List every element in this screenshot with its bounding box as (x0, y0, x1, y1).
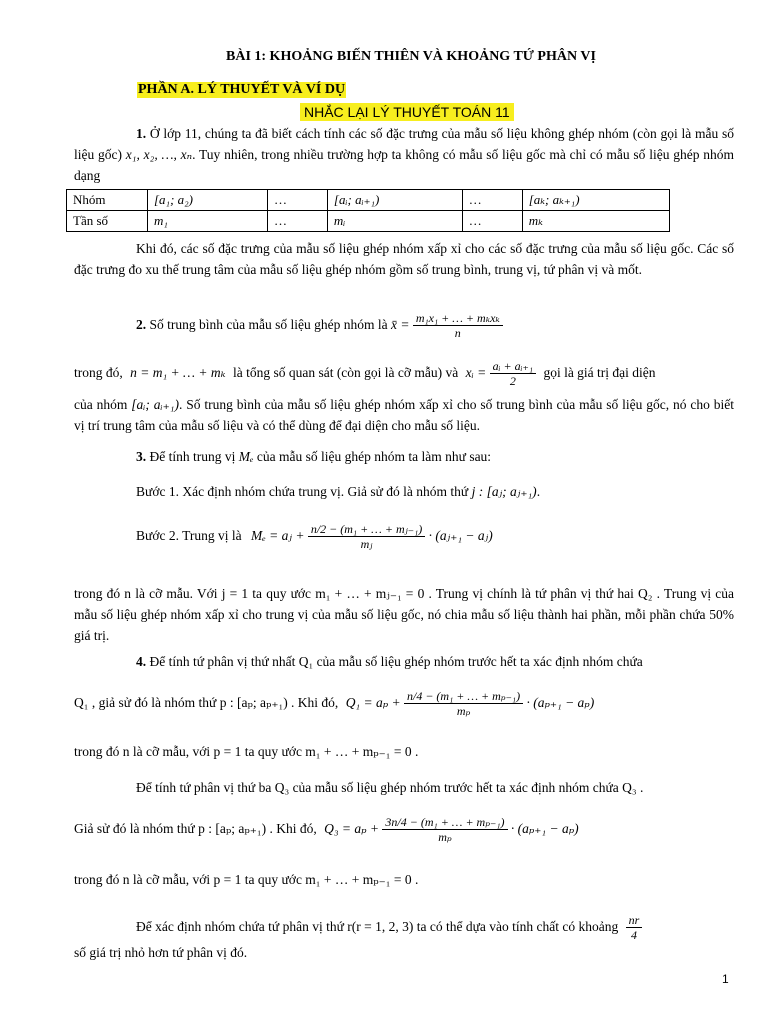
table-row-label: Nhóm (67, 190, 148, 211)
p2-trong-do: trong đó, (74, 365, 123, 380)
table-cell: … (462, 190, 522, 211)
item-number: 1. (136, 126, 147, 141)
p2-line1 (136, 310, 503, 340)
step1-group: j : [aⱼ; aⱼ₊₁) (471, 484, 537, 499)
table-cell: m₁ (148, 211, 268, 232)
xi-fraction (490, 359, 536, 388)
q1-equation: Q₁ = aₚ + (345, 695, 401, 710)
page-number: 1 (722, 972, 729, 986)
step1-end: . (536, 484, 541, 499)
median-denominator: mⱼ (360, 537, 373, 552)
p1-text-b: . Tuy nhiên, trong nhiều trường hợp ta không có mẫu số liệu gốc mà chỉ có mẫu số liệu ghép nhóm dạng (74, 147, 735, 183)
mean-symbol: x̄ = (390, 317, 410, 332)
median-equation: Mₑ = aⱼ + (250, 528, 305, 543)
p3-step1 (136, 484, 540, 500)
p2-mid-text: là tổng số quan sát (còn gọi là cỡ mẫu) và (232, 365, 459, 380)
median-tail: · (aⱼ₊₁ − aⱼ) (428, 528, 493, 543)
subsection-title: NHẮC LẠI LÝ THUYẾT TOÁN 11 (300, 103, 514, 121)
q3-denominator: mₚ (438, 830, 452, 845)
xi-denominator: 2 (509, 374, 516, 389)
p2-lead: Số trung bình của mẫu số liệu ghép nhóm là (146, 317, 391, 332)
item-number: 4. (136, 654, 147, 669)
nr-fraction (626, 913, 643, 942)
p3-after: trong đó n là cỡ mẫu. Với j = 1 ta quy ước m₁ + … + mⱼ₋₁ = 0 . Trung vị chính là tứ phân vị thứ hai Q₂ . Trung vị của mẫu số liệu ghép nhóm xấp xỉ cho trung vị của mẫu số liệu gốc, nó chia mẫu số liệu thành hai phần, mỗi phần chứa 50% giá trị. (74, 586, 734, 643)
p6-text: Để xác định nhóm chứa tứ phân vị thứ r(r = 1, 2, 3) ta có thể dựa vào tính chất có khoảng (136, 919, 619, 934)
table-cell: … (267, 211, 327, 232)
q1-fraction (404, 689, 523, 718)
p2-group: [aᵢ; aᵢ₊₁) (131, 397, 179, 412)
p6-line1 (136, 912, 642, 942)
mean-denominator: n (454, 326, 461, 341)
p2-end-text: gọi là giá trị đại diện (543, 365, 656, 380)
p4-text: Để tính tứ phân vị thứ nhất Q₁ của mẫu số liệu ghép nhóm trước hết ta xác định nhóm chứa (146, 654, 643, 669)
p2-line2 (74, 358, 656, 388)
table-cell: … (267, 190, 327, 211)
lesson-title: BÀI 1: KHOẢNG BIẾN THIÊN VÀ KHOẢNG TỨ PHÂN VỊ (226, 49, 596, 64)
p4-line2-text: Q₁ , giả sử đó là nhóm thứ p : [aₚ; aₚ₊₁) . Khi đó, (74, 695, 339, 710)
p3-step2 (136, 521, 493, 551)
table-cell: [aₖ; aₖ₊₁) (522, 190, 669, 211)
step1-text: Bước 1. Xác định nhóm chứa trung vị. Giả sử đó là nhóm thứ (136, 484, 472, 499)
table-cell: mₖ (522, 211, 669, 232)
p2-paragraph (74, 394, 734, 436)
p5-line2 (74, 814, 579, 844)
q3-fraction (382, 815, 507, 844)
nr-numerator: nr (626, 913, 643, 928)
p3-tail: của mẫu số liệu ghép nhóm ta làm như sau: (253, 449, 492, 464)
p4-line2 (74, 688, 594, 718)
paragraph-khi-do: Khi đó, các số đặc trưng của mẫu số liệu ghép nhóm xấp xỉ cho các số đặc trưng của mẫu số liệu gốc. Các số đặc trưng đo xu thế trung tâm của mẫu số liệu ghép nhóm gồm số trung bình, trung vị, tứ phân vị và mốt. (74, 241, 734, 277)
q1-denominator: mₚ (456, 704, 471, 719)
paragraph-1 (74, 123, 734, 186)
table-row (67, 190, 670, 211)
median-fraction (308, 522, 425, 551)
mean-numerator: m₁x₁ + … + mₖxₖ (413, 311, 503, 326)
p1-text-a: Ở lớp 11, chúng ta đã biết cách tính các số đặc trưng của mẫu số liệu không ghép nhóm (còn gọi là mẫu số liệu gốc) (74, 126, 734, 162)
n-equation: n = m₁ + … + mₖ (130, 365, 226, 380)
p1-sequence: x₁, x₂, …, xₙ (125, 147, 193, 162)
nr-denominator: 4 (630, 928, 637, 943)
p4-line1 (136, 654, 643, 670)
p2-line2a: của nhóm (74, 397, 132, 412)
table-cell: … (462, 211, 522, 232)
p6-line2: số giá trị nhỏ hơn tứ phân vị đó. (74, 945, 248, 960)
median-numerator: n/2 − (m₁ + … + mⱼ₋₁) (308, 522, 425, 537)
table-cell: [aᵢ; aᵢ₊₁) (327, 190, 462, 211)
table-cell: [a₁; a₂) (148, 190, 268, 211)
xi-equation: xᵢ = (465, 365, 487, 380)
table-cell: mᵢ (327, 211, 462, 232)
p5-after: trong đó n là cỡ mẫu, với p = 1 ta quy ước m₁ + … + mₚ₋₁ = 0 . (74, 872, 419, 887)
grouped-data-table (66, 189, 670, 232)
table-row-label: Tần số (67, 211, 148, 232)
p4-after: trong đó n là cỡ mẫu, với p = 1 ta quy ước m₁ + … + mₚ₋₁ = 0 . (74, 744, 419, 759)
section-title: PHẦN A. LÝ THUYẾT VÀ VÍ DỤ (138, 82, 346, 97)
step2-text: Bước 2. Trung vị là (136, 528, 242, 543)
xi-numerator: aᵢ + aᵢ₊₁ (490, 359, 536, 374)
q3-tail: · (aₚ₊₁ − aₚ) (510, 821, 579, 836)
median-symbol: Mₑ (238, 449, 254, 464)
p2-line2b: . Số trung bình của mẫu số liệu ghép nhóm xấp xỉ cho số trung bình của mẫu số liệu gốc, nó cho biết vị trí trung tâm của mẫu số liệu và có thể dùng để đại diện cho mẫu số liệu. (74, 397, 734, 433)
q3-numerator: 3n/4 − (m₁ + … + mₚ₋₁) (382, 815, 507, 830)
item-number: 3. (136, 449, 147, 464)
p3-lead: Để tính trung vị (146, 449, 239, 464)
table-row (67, 211, 670, 232)
q1-numerator: n/4 − (m₁ + … + mₚ₋₁) (404, 689, 523, 704)
item-number: 2. (136, 317, 147, 332)
p5-line2-text: Giả sử đó là nhóm thứ p : [aₚ; aₚ₊₁) . Khi đó, (74, 821, 317, 836)
q3-equation: Q₃ = aₚ + (324, 821, 380, 836)
p3-heading (136, 449, 491, 465)
p5-line1: Để tính tứ phân vị thứ ba Q₃ của mẫu số liệu ghép nhóm trước hết ta xác định nhóm chứa Q₃ . (136, 780, 644, 795)
mean-fraction (413, 311, 503, 340)
q1-tail: · (aₚ₊₁ − aₚ) (526, 695, 595, 710)
